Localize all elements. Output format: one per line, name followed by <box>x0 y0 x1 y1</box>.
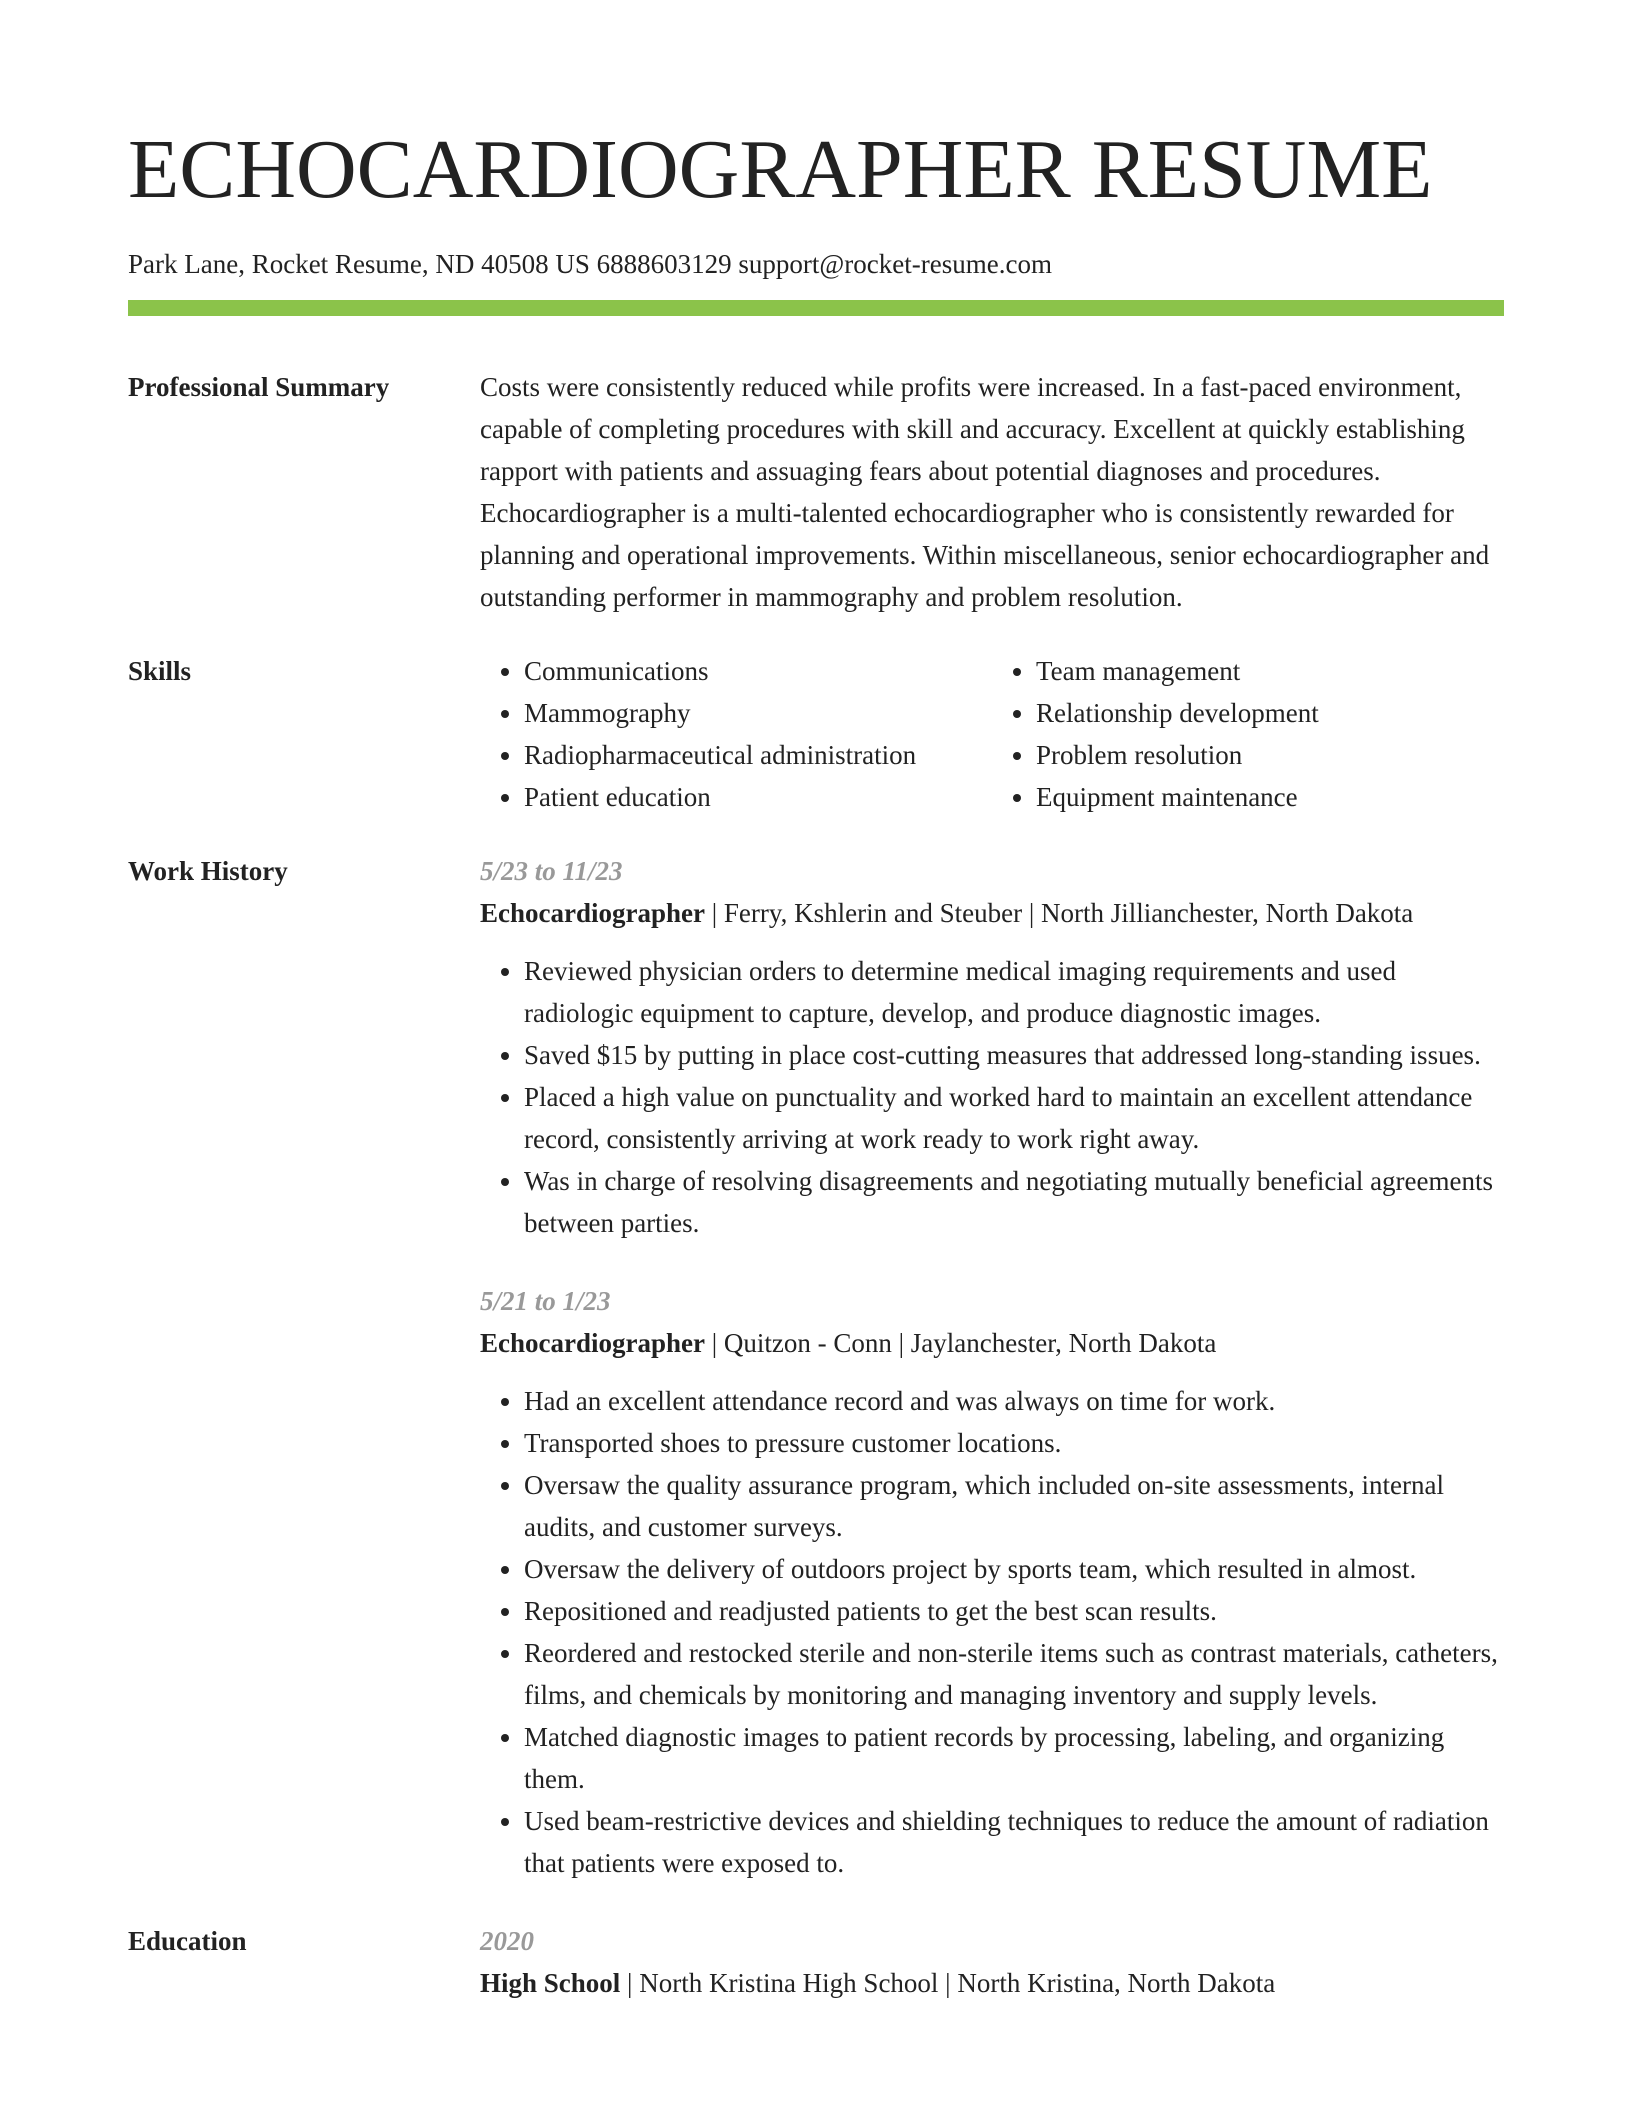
work-body <box>480 850 1504 1884</box>
skill-item: • Patient education <box>524 776 992 818</box>
job-role-line <box>480 892 1504 934</box>
job-bullet: • Used beam-restrictive devices and shielding techniques to reduce the amount of radiation that patients were exposed to. <box>524 1800 1504 1884</box>
job-bullet: • Placed a high value on punctuality and worked hard to maintain an excellent attendance record, consistently arriving at work ready to work right away. <box>524 1076 1504 1160</box>
education-body <box>480 1920 1504 2004</box>
skills-list-right <box>992 650 1504 818</box>
job-title: Echocardiographer <box>480 898 705 928</box>
job-bullet: • Oversaw the quality assurance program, which included on-site assessments, internal audits, and customer surveys. <box>524 1464 1504 1548</box>
skill-item: • Relationship development <box>1036 692 1504 734</box>
section-label: Work History <box>128 856 288 886</box>
summary-text: Costs were consistently reduced while profits were increased. In a fast-paced environment, capable of completing procedures with skill and accuracy. Excellent at quickly establishing rapport with patients and assuaging fears about potential diagnoses and procedures. Echocardiographer is a multi-talented echocardiographer who is consistently rewarded for planning and operational improvements. Within miscellaneous, senior echocardiographer and outstanding performer in mammography and problem resolution. <box>480 372 1490 612</box>
skill-item: • Communications <box>524 650 992 692</box>
section-label: Education <box>128 1926 247 1956</box>
job-details: | Ferry, Kshlerin and Steuber | North Jillianchester, North Dakota <box>704 898 1414 928</box>
skill-item: • Problem resolution <box>1036 734 1504 776</box>
skill-item: • Radiopharmaceutical administration <box>524 734 992 776</box>
skill-item: • Team management <box>1036 650 1504 692</box>
job-bullet: • Reviewed physician orders to determine medical imaging requirements and used radiologic equipment to capture, develop, and produce diagnostic images. <box>524 950 1504 1034</box>
resume-page <box>128 120 1504 2004</box>
job-bullet: • Saved $15 by putting in place cost-cutting measures that addressed long-standing issues. <box>524 1034 1504 1076</box>
section-label: Professional Summary <box>128 372 390 402</box>
education-title: High School <box>480 1968 621 1998</box>
job-bullet: • Oversaw the delivery of outdoors project by sports team, which resulted in almost. <box>524 1548 1504 1590</box>
header-divider <box>128 300 1504 316</box>
job-entry <box>480 850 1504 1244</box>
section-label: Skills <box>128 656 192 686</box>
job-bullet: • Transported shoes to pressure customer locations. <box>524 1422 1504 1464</box>
job-bullet: • Matched diagnostic images to patient records by processing, labeling, and organizing them. <box>524 1716 1504 1800</box>
job-bullet: • Reordered and restocked sterile and non-sterile items such as contrast materials, catheters, films, and chemicals by monitoring and managing inventory and supply levels. <box>524 1632 1504 1716</box>
education-line <box>480 1962 1504 2004</box>
section-professional-summary <box>128 316 1504 618</box>
job-date: 5/23 to 11/23 <box>480 856 623 886</box>
contact-line: Park Lane, Rocket Resume, ND 40508 US 6888603129 support@rocket-resume.com <box>128 249 1052 279</box>
job-bullets <box>480 950 1504 1244</box>
section-skills <box>128 618 1504 818</box>
section-education <box>128 1884 1504 2004</box>
resume-title: ECHOCARDIOGRAPHER RESUME <box>128 123 1433 216</box>
skills-list-left <box>480 650 992 818</box>
job-role-line <box>480 1322 1504 1364</box>
job-details: | Quitzon - Conn | Jaylanchester, North Dakota <box>704 1328 1217 1358</box>
skill-item: • Mammography <box>524 692 992 734</box>
skills-body <box>480 650 1504 818</box>
skills-columns <box>480 650 1504 818</box>
job-date: 5/21 to 1/23 <box>480 1286 611 1316</box>
job-entry <box>480 1280 1504 1884</box>
job-title: Echocardiographer <box>480 1328 705 1358</box>
section-work-history <box>128 818 1504 1884</box>
skill-item: • Equipment maintenance <box>1036 776 1504 818</box>
job-bullet: • Repositioned and readjusted patients to get the best scan results. <box>524 1590 1504 1632</box>
job-bullet: • Was in charge of resolving disagreements and negotiating mutually beneficial agreements between parties. <box>524 1160 1504 1244</box>
job-bullet: • Had an excellent attendance record and was always on time for work. <box>524 1380 1504 1422</box>
job-bullets <box>480 1380 1504 1884</box>
education-date: 2020 <box>480 1926 534 1956</box>
education-details: | North Kristina High School | North Kristina, North Dakota <box>620 1968 1276 1998</box>
